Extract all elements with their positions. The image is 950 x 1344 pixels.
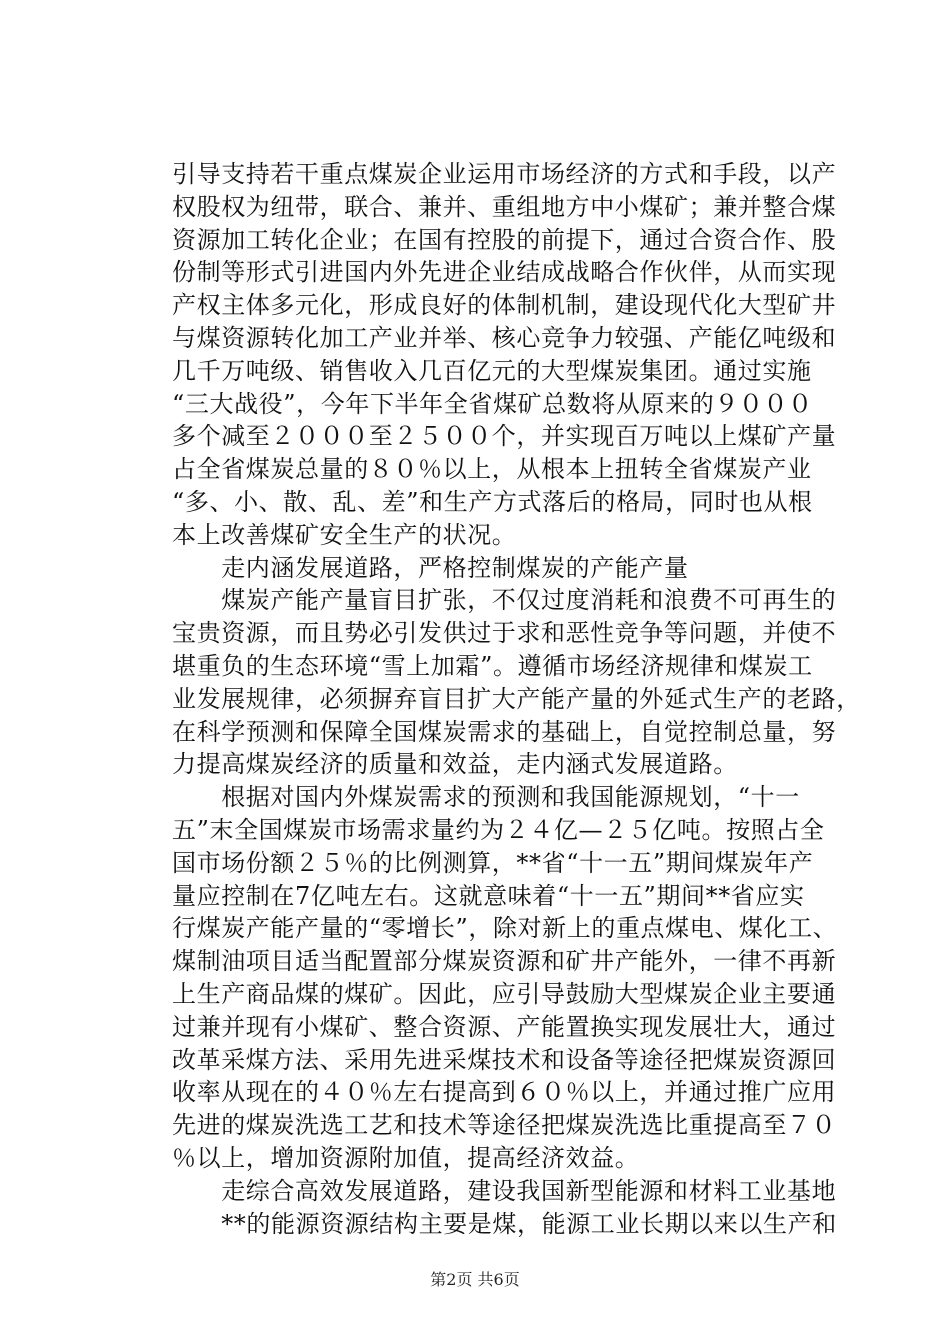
- text-line: 五”末全国煤炭市场需求量约为２４亿—２５亿吨。按照占全: [172, 815, 825, 844]
- body-text: [172, 158, 861, 1240]
- text-line: 走综合高效发展道路，建设我国新型能源和材料工业基地: [172, 1176, 837, 1205]
- text-line: 权股权为纽带，联合、兼并、重组地方中小煤矿；兼并整合煤: [172, 192, 837, 221]
- text-line: ％以上，增加资源附加值，提高经济效益。: [172, 1143, 640, 1172]
- text-line: 先进的煤炭洗选工艺和技术等途径把煤炭洗选比重提高至７０: [172, 1111, 837, 1140]
- text-line: 多个减至２０００至２５００个，并实现百万吨以上煤矿产量: [172, 422, 837, 451]
- text-line: 在科学预测和保障全国煤炭需求的基础上，自觉控制总量，努: [172, 717, 837, 746]
- text-line: 行煤炭产能产量的“零增长”，除对新上的重点煤电、煤化工、: [172, 914, 838, 943]
- text-line: 煤炭产能产量盲目扩张，不仅过度消耗和浪费不可再生的: [172, 586, 837, 615]
- text-line: 根据对国内外煤炭需求的预测和我国能源规划，“十一: [172, 783, 800, 812]
- text-line: 产权主体多元化，形成良好的体制机制，建设现代化大型矿井: [172, 291, 837, 320]
- text-line: 上生产商品煤的煤矿。因此，应引导鼓励大型煤炭企业主要通: [172, 979, 837, 1008]
- text-line: “三大战役”，今年下半年全省煤矿总数将从原来的９０００: [172, 389, 813, 418]
- text-line: 改革采煤方法、采用先进采煤技术和设备等途径把煤炭资源回: [172, 1045, 837, 1074]
- text-line: 量应控制在7亿吨左右。这就意味着“十一五”期间**省应实: [172, 881, 805, 910]
- text-line: 力提高煤炭经济的质量和效益，走内涵式发展道路。: [172, 750, 738, 779]
- text-line: 本上改善煤矿安全生产的状况。: [172, 520, 517, 549]
- text-line: 业发展规律，必须摒弃盲目扩大产能产量的外延式生产的老路，: [172, 684, 861, 713]
- text-line: “多、小、散、乱、差”和生产方式落后的格局，同时也从根: [172, 487, 813, 516]
- text-line: 占全省煤炭总量的８０％以上，从根本上扭转全省煤炭产业: [172, 455, 812, 484]
- text-line: 煤制油项目适当配置部分煤炭资源和矿井产能外，一律不再新: [172, 947, 837, 976]
- text-line: 走内涵发展道路，严格控制煤炭的产能产量: [172, 553, 689, 582]
- text-line: 收率从现在的４０％左右提高到６０％以上，并通过推广应用: [172, 1078, 837, 1107]
- text-line: 份制等形式引进国内外先进企业结成战略合作伙伴，从而实现: [172, 258, 837, 287]
- text-line: 宝贵资源，而且势必引发供过于求和恶性竞争等问题，并使不: [172, 619, 837, 648]
- text-line: 引导支持若干重点煤炭企业运用市场经济的方式和手段，以产: [172, 160, 837, 188]
- text-line: **的能源资源结构主要是煤，能源工业长期以来以生产和: [172, 1209, 837, 1238]
- text-line: 资源加工转化企业；在国有控股的前提下，通过合资合作、股: [172, 225, 837, 254]
- text-line: 过兼并现有小煤矿、整合资源、产能置换实现发展壮大，通过: [172, 1012, 837, 1041]
- text-line: 与煤资源转化加工产业并举、核心竞争力较强、产能亿吨级和: [172, 323, 837, 352]
- text-line: 几千万吨级、销售收入几百亿元的大型煤炭集团。通过实施: [172, 356, 812, 385]
- text-line: 堪重负的生态环境“雪上加霜”。遵循市场经济规律和煤炭工: [172, 651, 813, 680]
- page-footer: 第2页 共6页: [430, 1270, 520, 1289]
- text-line: 国市场份额２５％的比例测算，**省“十一五”期间煤炭年产: [172, 848, 814, 877]
